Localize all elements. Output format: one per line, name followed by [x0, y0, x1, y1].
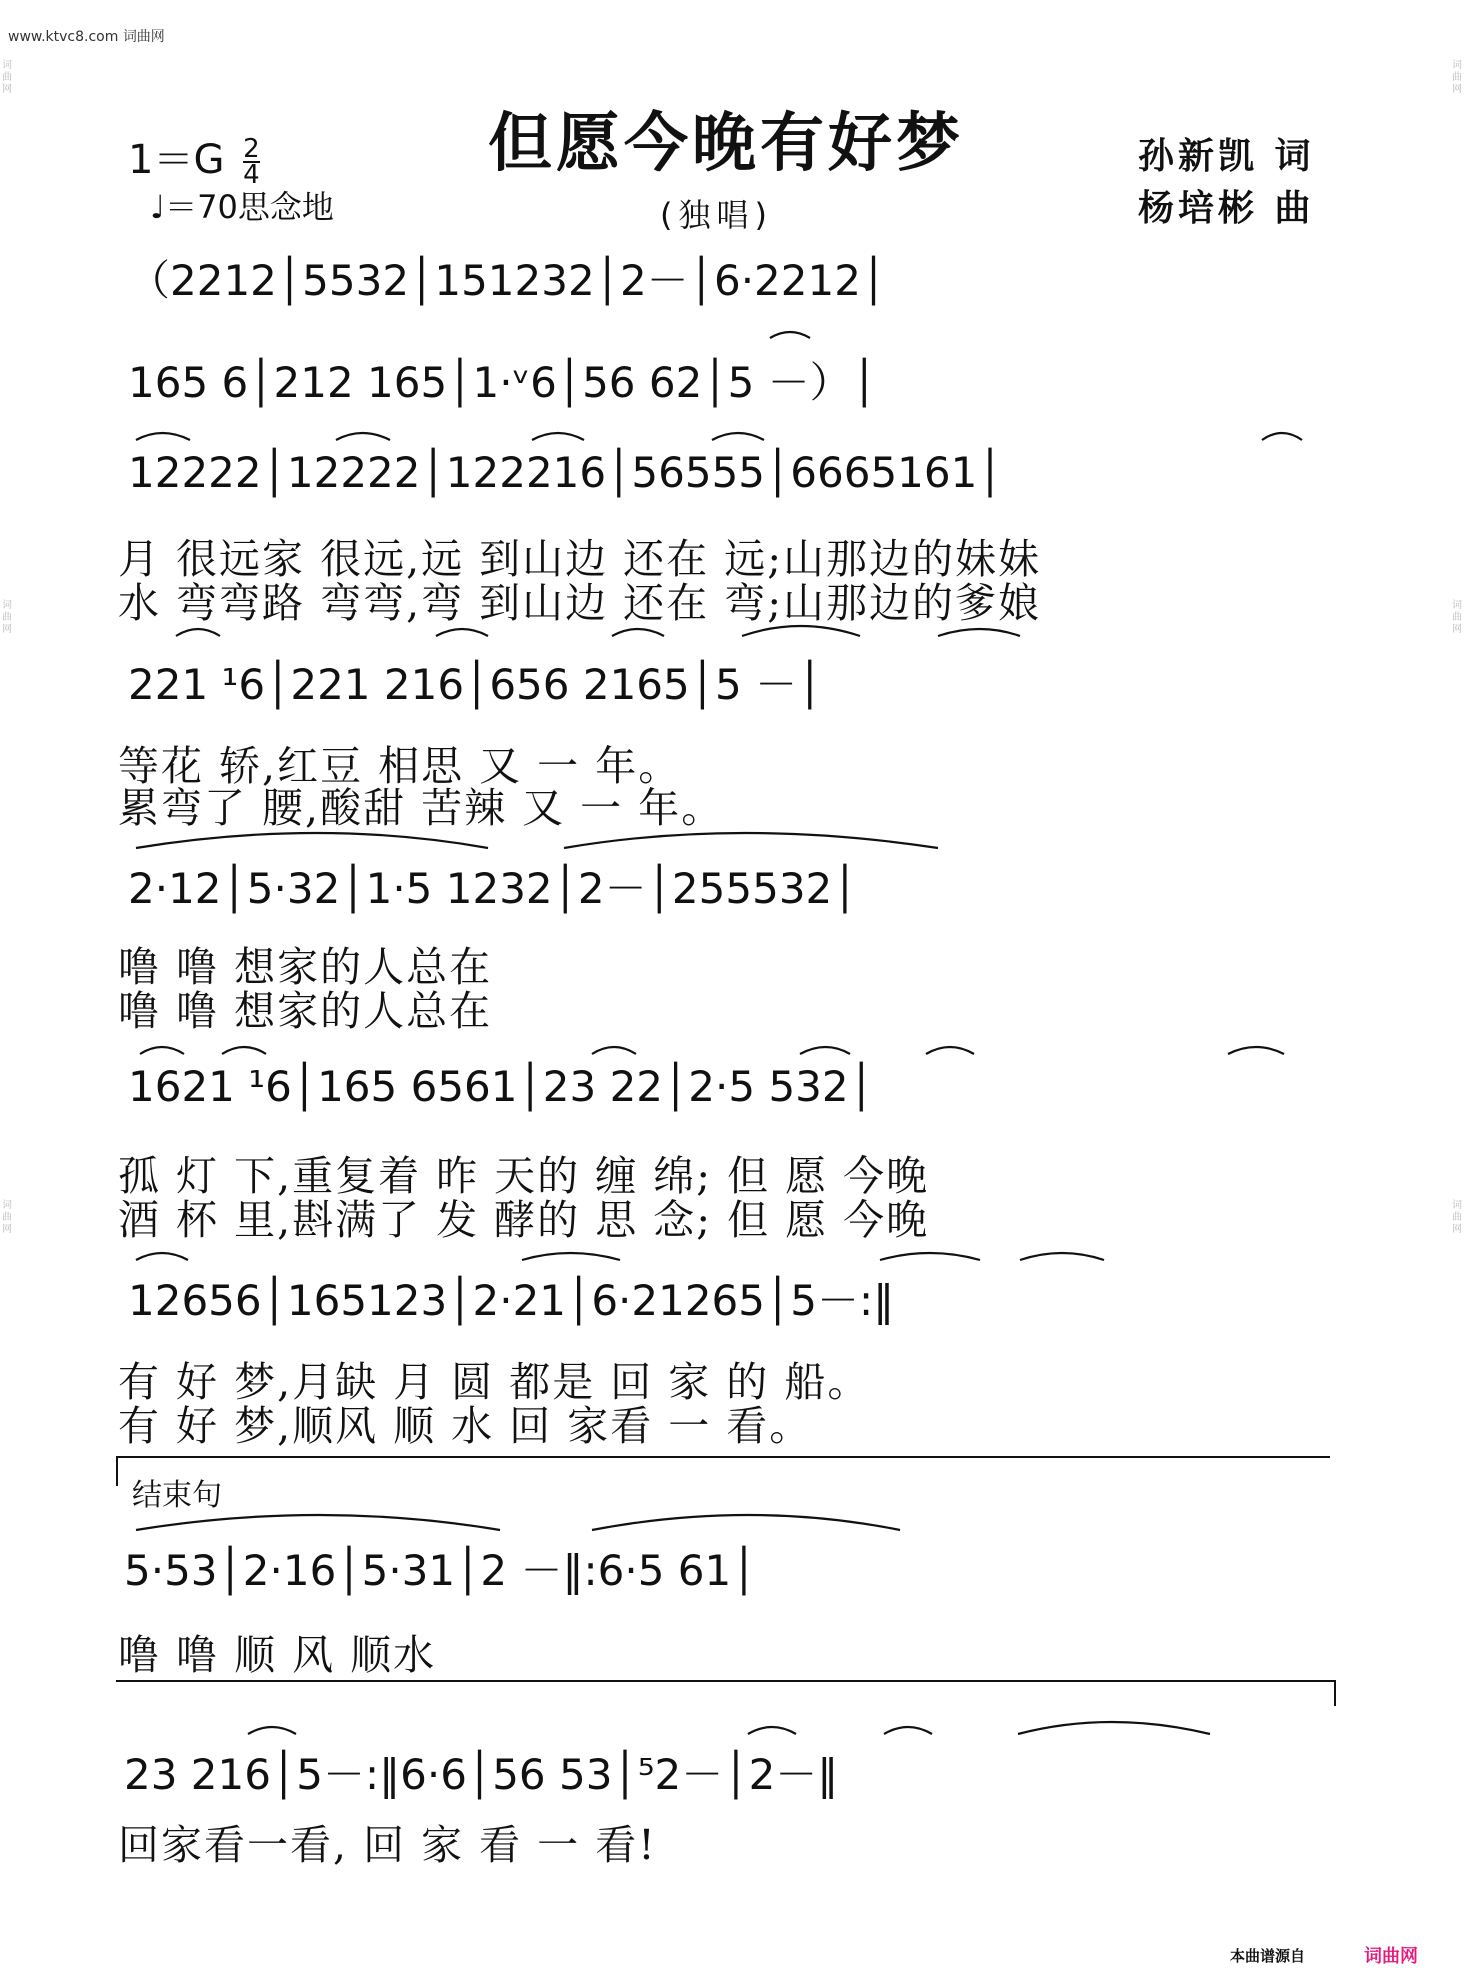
slur-line-4c: [612, 629, 664, 636]
lyric-line-6-2: 酒 杯 里,斟满了 发 酵的 思 念; 但 愿 今晚: [118, 1196, 930, 1244]
lyric-line-5-1: 噜 噜 想家的人总在: [118, 943, 493, 991]
slur-line-3c: [532, 433, 584, 440]
lyric-line-5-2: 噜 噜 想家的人总在: [118, 987, 493, 1035]
slur-line-6b: [222, 1047, 266, 1054]
slur-line-5b: [564, 833, 938, 848]
watermark-right-2: 词曲网: [1452, 600, 1462, 635]
slur-line-5a: [136, 833, 488, 848]
key-text: 1＝G: [128, 137, 225, 183]
notation-system-2: 165 6│212 165│1·ᵛ6│56 62│5 －）│: [128, 358, 877, 407]
lyric-line-3-2: 水 弯弯路 弯弯,弯 到山边 还在 弯;山那边的爹娘: [118, 579, 1042, 627]
composer-credit: 杨培彬 曲: [1138, 188, 1315, 229]
watermark-left-3: 词曲网: [2, 1200, 12, 1235]
watermark-left: 词曲网: [2, 60, 12, 95]
lyric-line-6-1: 孤 灯 下,重复着 昨 天的 缠 绵; 但 愿 今晚: [118, 1152, 930, 1200]
slur-line-7b: [522, 1253, 620, 1260]
slur-line-3b: [336, 433, 390, 440]
lyric-line-9-1: 回家看一看, 回 家 看 一 看!: [118, 1821, 657, 1869]
slur-line-9b: [748, 1727, 796, 1734]
slur-line-4b: [436, 629, 488, 636]
lyric-line-7-1: 有 好 梦,月缺 月 圆 都是 回 家 的 船。: [118, 1358, 871, 1406]
quarter-note-icon: ♩: [150, 188, 166, 226]
watermark-right-3: 词曲网: [1452, 1200, 1462, 1235]
footer-brand-link[interactable]: 词曲网: [1364, 1946, 1418, 1967]
notation-system-5: 2·12│5·32│1·5 1232│2－│255532│: [128, 864, 858, 913]
slur-line-4e: [938, 629, 1020, 636]
slur-line-8b: [592, 1515, 900, 1530]
slur-line-6a: [140, 1047, 184, 1054]
slur-line-6d: [800, 1047, 850, 1054]
slur-line-7a: [136, 1253, 188, 1260]
time-bottom: 4: [243, 160, 260, 190]
subtitle: (独唱): [660, 196, 773, 234]
notation-system-1: （2212│5532│151232│2－│6·2212│: [128, 256, 887, 305]
notation-system-6: 1621 ¹6│165 6561│23 22│2·5 532│: [128, 1062, 874, 1111]
slur-line-7c: [880, 1253, 980, 1260]
lyric-line-8-1: 噜 噜 顺 风 顺水: [118, 1631, 437, 1679]
site-url: www.ktvc8.com 词曲网: [8, 29, 165, 45]
slur-line-6e: [926, 1047, 974, 1054]
time-top: 2: [243, 134, 260, 164]
notation-system-8: 5·53│2·16│5·31│2 －‖:6·5 61│: [124, 1546, 757, 1595]
notation-system-7: 12656│165123│2·21│6·21265│5－:‖: [128, 1276, 895, 1325]
slur-line-7d: [1020, 1253, 1104, 1260]
site-name: 词曲网: [122, 29, 165, 45]
notation-system-3: 12222│12222│122216│56555│6665161│: [128, 448, 1003, 497]
lyric-line-4-1: 等花 轿,红豆 相思 又 一 年。: [118, 742, 682, 790]
slur-line-4d: [742, 626, 860, 636]
page-title: 但愿今晚有好梦: [488, 106, 964, 181]
slur-line-3d: [712, 433, 764, 440]
notation-system-9: 23 216│5－:‖6·6│56 53│⁵2－│2－‖: [124, 1750, 839, 1799]
lyric-line-4-2: 累弯了 腰,酸甜 苦辣 又 一 年。: [118, 784, 725, 832]
lyric-line-7-2: 有 好 梦,顺风 顺 水 回 家看 一 看。: [118, 1402, 813, 1450]
lyric-line-3-1: 月 很远家 很远,远 到山边 还在 远;山那边的妹妹: [118, 535, 1042, 583]
ending-section-label: 结束句: [132, 1478, 222, 1513]
slur-line-3e: [1262, 433, 1302, 440]
slur-line-9a: [248, 1727, 296, 1734]
slur-line-1: [770, 332, 810, 338]
slur-line-4a: [176, 629, 220, 636]
slur-line-3a: [136, 433, 190, 440]
slur-line-8a: [136, 1515, 500, 1530]
tempo-text: ＝70思念地: [165, 188, 334, 226]
slur-line-6f: [1228, 1047, 1284, 1054]
notation-system-4: 221 ¹6│221 216│656 2165│5 －│: [128, 660, 823, 709]
watermark-left-2: 词曲网: [2, 600, 12, 635]
lyricist-credit: 孙新凯 词: [1138, 136, 1315, 177]
slur-line-9c: [884, 1727, 932, 1734]
slur-line-6c: [592, 1047, 636, 1054]
watermark-right: 词曲网: [1452, 60, 1462, 95]
footer-source-text: 本曲谱源自: [1230, 1947, 1306, 1965]
slur-line-9d: [1018, 1722, 1210, 1734]
